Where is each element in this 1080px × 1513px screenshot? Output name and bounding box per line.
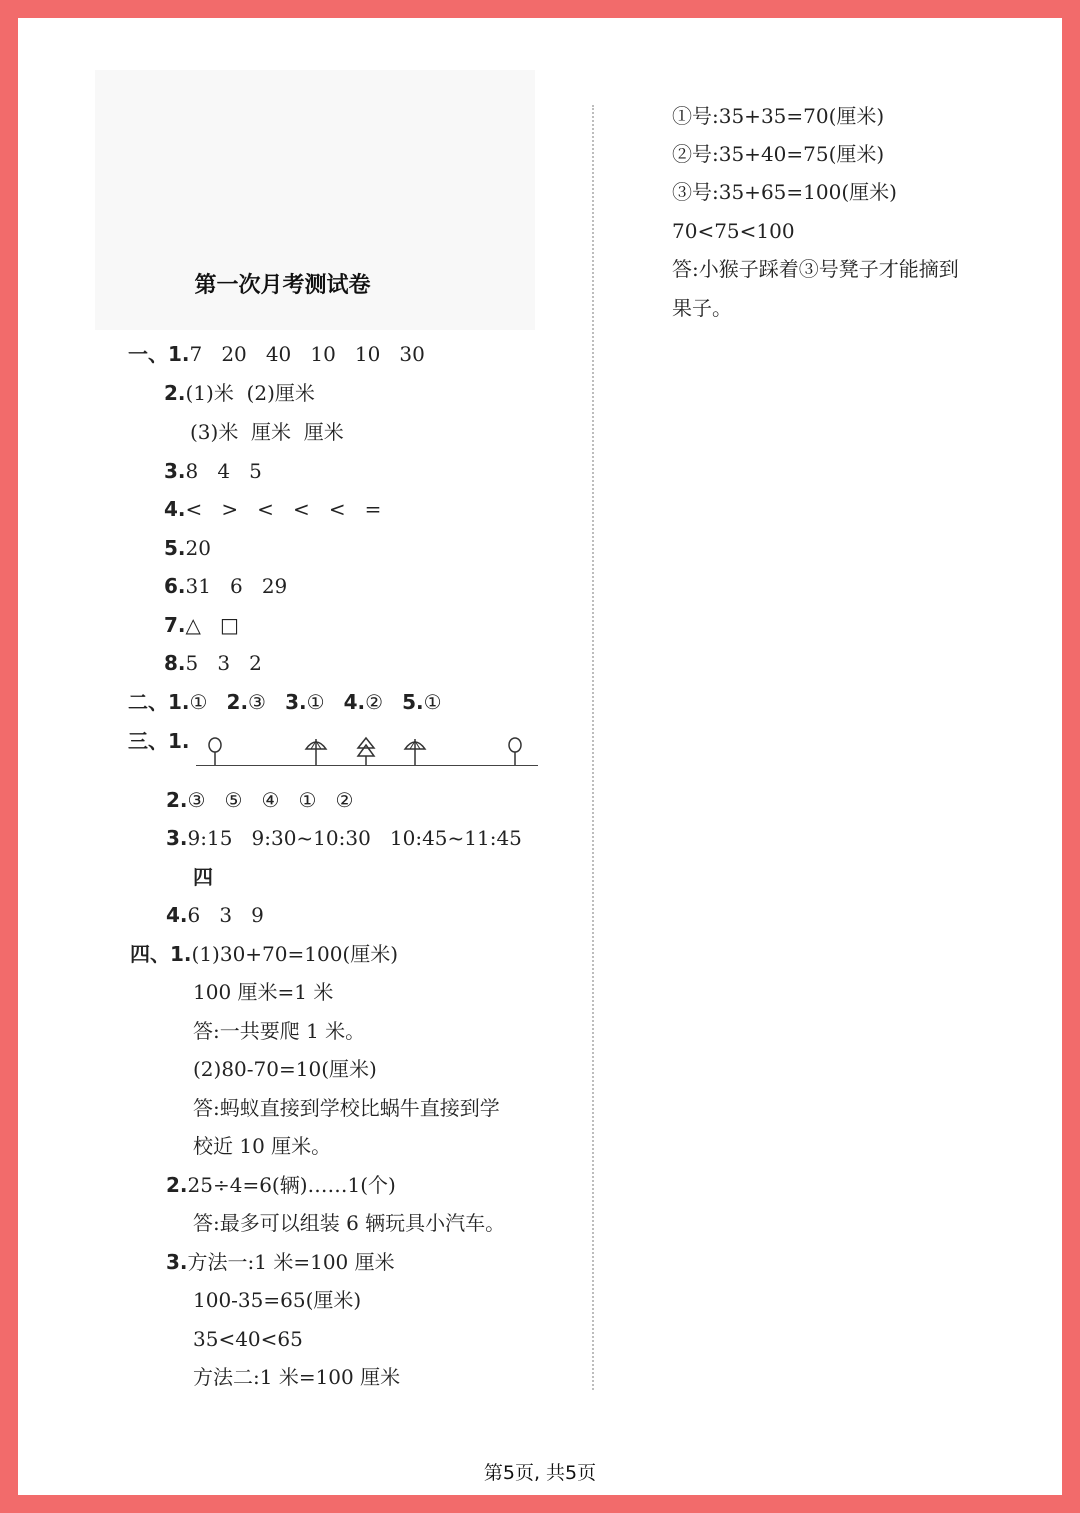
- answer-4-1-line3: 答:一共要爬 1 米。: [193, 1019, 366, 1043]
- round-tree-icon: [503, 735, 527, 767]
- answer-1-8: 8.5 3 2: [164, 651, 262, 675]
- answer-1-2-cont: (3)米 厘米 厘米: [190, 420, 344, 444]
- answer-1-3: 3.8 4 5: [164, 459, 262, 483]
- right-line-6: 果子。: [672, 296, 732, 320]
- umbrella-tree-icon: [403, 735, 427, 767]
- umbrella-tree-icon: [304, 735, 328, 767]
- answer-1-6: 6.31 6 29: [164, 574, 288, 598]
- answer-3-1: 三、1.: [128, 729, 190, 753]
- answer-4-2: 2.25÷4=6(辆)……1(个): [166, 1173, 396, 1197]
- answer-1-2: 2.(1)米 (2)厘米: [164, 381, 315, 405]
- right-line-3: ③号:35+65=100(厘米): [672, 180, 897, 204]
- column-divider: [592, 105, 594, 1390]
- answer-3-2: 2.③ ⑤ ④ ① ②: [166, 788, 354, 812]
- answer-3-4: 4.6 3 9: [166, 903, 264, 927]
- right-line-4: 70<75<100: [672, 219, 795, 243]
- pine-tree-icon: [354, 735, 378, 767]
- answer-4-3-line3: 35<40<65: [193, 1327, 303, 1351]
- answer-4-1-line5: 答:蚂蚁直接到学校比蜗牛直接到学: [193, 1096, 500, 1120]
- page-title: 第一次月考测试卷: [194, 273, 371, 298]
- answer-4-2-line2: 答:最多可以组装 6 辆玩具小汽车。: [193, 1211, 506, 1235]
- answer-2: 二、1.① 2.③ 3.① 4.② 5.①: [128, 690, 442, 714]
- right-line-2: ②号:35+40=75(厘米): [672, 142, 885, 166]
- page-number: 第5页, 共5页: [483, 1462, 597, 1484]
- answer-3-3-cont: 四: [193, 865, 213, 889]
- answer-4-1-line2: 100 厘米=1 米: [193, 980, 334, 1004]
- answer-3-3: 3.9:15 9:30~10:30 10:45~11:45: [166, 826, 522, 850]
- answer-1-5: 5.20: [164, 536, 211, 560]
- answer-1-1: 一、1.7 20 40 10 10 30: [128, 342, 425, 366]
- answer-4-3: 3.方法一:1 米=100 厘米: [166, 1250, 395, 1274]
- answer-1-4: 4.< > < < < =: [164, 497, 382, 521]
- answer-4-1-line4: (2)80-70=10(厘米): [193, 1057, 377, 1081]
- answer-4-1: 四、1.(1)30+70=100(厘米): [130, 942, 399, 966]
- answer-4-1-line6: 校近 10 厘米。: [193, 1134, 332, 1158]
- answer-4-3-line2: 100-35=65(厘米): [193, 1288, 362, 1312]
- answer-4-3-line4: 方法二:1 米=100 厘米: [193, 1365, 401, 1389]
- right-line-1: ①号:35+35=70(厘米): [672, 104, 885, 128]
- round-tree-icon: [203, 735, 227, 767]
- right-line-5: 答:小猴子踩着③号凳子才能摘到: [672, 257, 959, 281]
- answer-1-7: 7.△ □: [164, 613, 239, 637]
